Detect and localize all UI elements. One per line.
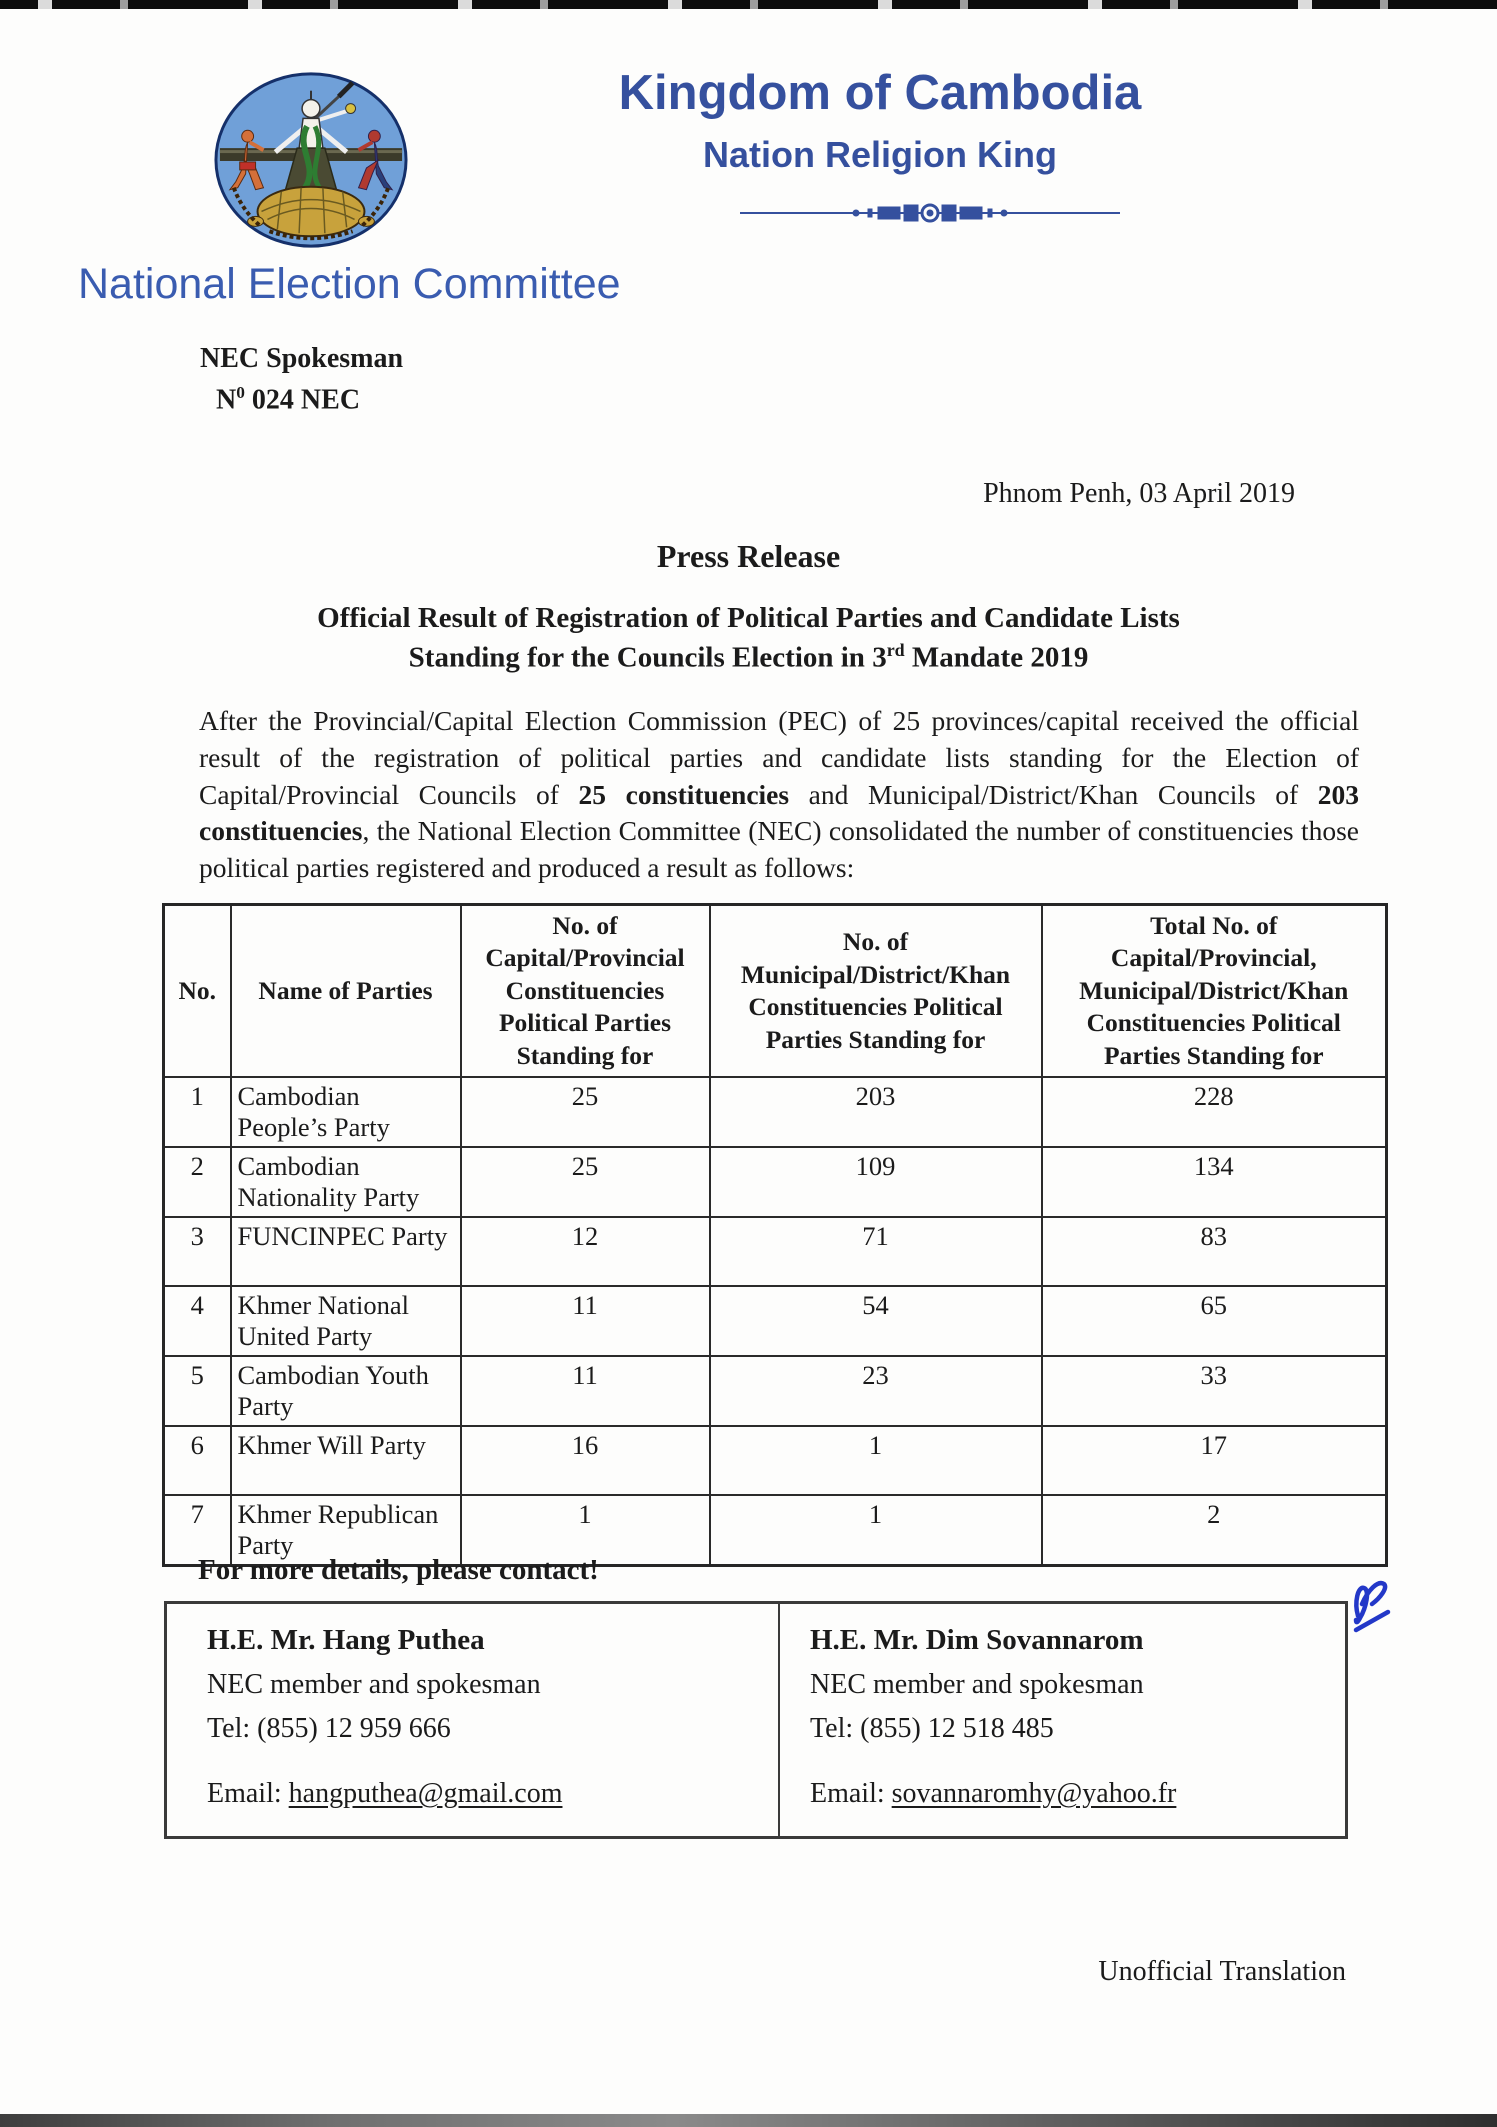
table-row (164, 1286, 1387, 1356)
table-row (164, 1426, 1387, 1495)
contact-box (164, 1601, 1348, 1839)
contact-right (778, 1604, 1345, 1836)
cell-municipal: 1 (710, 1495, 1042, 1566)
bold-25-constituencies: 25 constituencies (578, 778, 790, 810)
contact-name: H.E. Mr. Dim Sovannarom (810, 1624, 1144, 1656)
contact-tel: Tel: (855) 12 959 666 (207, 1713, 451, 1744)
table-row (164, 1147, 1387, 1217)
cell-no: 3 (164, 1217, 231, 1286)
nec-emblem-logo (212, 70, 410, 250)
table-row (164, 1356, 1387, 1426)
contact-email: Email: sovannaromhy@yahoo.fr (810, 1778, 1177, 1809)
cell-total: 134 (1042, 1147, 1387, 1217)
cell-capital: 16 (461, 1426, 710, 1495)
doc-number: $N^0$ 024 NEC (216, 383, 361, 416)
table-row (164, 1077, 1387, 1147)
scanner-bottom-edge (0, 2114, 1497, 2127)
contact-tel: Tel: (855) 12 518 485 (810, 1713, 1054, 1744)
body-paragraph: After the Provincial/Capital Election Commission (PEC) of 25 provinces/capital received the official result of the registration of political parties and candidate lists standing for the Election of Capital/Provincial Councils of 25 constituencies and Municipal/District/Khan Councils of 203 constituencies, the National Election Committee (NEC) consolidated the number of constituencies those political parties registered and produced a result as follows: (199, 705, 1359, 884)
cell-total: 228 (1042, 1077, 1387, 1147)
committee-name: National Election Committee (78, 260, 621, 308)
cell-municipal: 1 (710, 1426, 1042, 1495)
kingdom-title: Kingdom of Cambodia (618, 66, 1142, 120)
spokesman-block (200, 342, 403, 417)
email-link[interactable]: hangputhea@gmail.com (288, 1778, 563, 1809)
contact-role: NEC member and spokesman (810, 1669, 1144, 1700)
cell-total: 17 (1042, 1426, 1387, 1495)
cell-no: 5 (164, 1356, 231, 1426)
cell-municipal: 71 (710, 1217, 1042, 1286)
cell-capital: 25 (461, 1147, 710, 1217)
contact-role: NEC member and spokesman (207, 1669, 541, 1700)
contact-intro: For more details, please contact! (198, 1554, 599, 1586)
cell-no: 6 (164, 1426, 231, 1495)
contact-email: Email: hangputhea@gmail.com (207, 1778, 563, 1809)
results-table (162, 903, 1388, 1567)
cell-total: 65 (1042, 1286, 1387, 1356)
bold-203-constituencies: 203 constituencies (199, 778, 1359, 847)
cell-no: 1 (164, 1077, 231, 1147)
doc-title-line1: Official Result of Registration of Political Parties and Candidate Lists (317, 602, 1180, 634)
scanner-top-specks (0, 0, 1497, 9)
header-total-constituencies: Total No. of Capital/Provincial, Municipal/District/Khan Constituencies Political Parties Standing for (1042, 905, 1387, 1078)
cell-capital: 1 (461, 1495, 710, 1566)
cell-municipal: 203 (710, 1077, 1042, 1147)
cell-party-name: Cambodian People’s Party (231, 1077, 461, 1147)
contact-name: H.E. Mr. Hang Puthea (207, 1624, 485, 1656)
cell-capital: 11 (461, 1286, 710, 1356)
table-header-row (164, 905, 1387, 1078)
contact-left (167, 1604, 778, 1836)
cell-party-name: Khmer National United Party (231, 1286, 461, 1356)
scanner-top-edge (0, 0, 1497, 9)
cell-capital: 11 (461, 1356, 710, 1426)
cell-total: 33 (1042, 1356, 1387, 1426)
doc-title-line2: Standing for the Councils Election in 3rd Mandate 2019 (408, 640, 1089, 674)
cell-municipal: 54 (710, 1286, 1042, 1356)
cell-total: 2 (1042, 1495, 1387, 1566)
motto: Nation Religion King (703, 134, 1057, 175)
cell-municipal: 109 (710, 1147, 1042, 1217)
cell-capital: 12 (461, 1217, 710, 1286)
cell-total: 83 (1042, 1217, 1387, 1286)
cell-no: 2 (164, 1147, 231, 1217)
header-name-of-parties: Name of Parties (231, 905, 461, 1078)
header-no: No. (164, 905, 231, 1078)
cell-party-name: Cambodian Nationality Party (231, 1147, 461, 1217)
dateline: Phnom Penh, 03 April 2019 (983, 478, 1295, 509)
email-link[interactable]: sovannaromhy@yahoo.fr (891, 1778, 1177, 1809)
header-municipal-constituencies: No. of Municipal/District/Khan Constituencies Political Parties Standing for (710, 905, 1042, 1078)
cell-capital: 25 (461, 1077, 710, 1147)
ornament-divider-icon (738, 200, 1122, 226)
press-release-heading: Press Release (656, 538, 841, 574)
cell-party-name: Cambodian Youth Party (231, 1356, 461, 1426)
header-capital-constituencies: No. of Capital/Provincial Constituencies Political Parties Standing for (461, 905, 710, 1078)
cell-party-name: FUNCINPEC Party (231, 1217, 461, 1286)
spokesman-line: NEC Spokesman (200, 343, 404, 374)
footer-note: Unofficial Translation (1098, 1956, 1346, 1987)
cell-municipal: 23 (710, 1356, 1042, 1426)
cell-no: 4 (164, 1286, 231, 1356)
table-row (164, 1217, 1387, 1286)
cell-party-name: Khmer Will Party (231, 1426, 461, 1495)
cell-no: 7 (164, 1495, 231, 1566)
cell-party-name: Khmer Republican Party (231, 1495, 461, 1566)
signature-mark (1348, 1574, 1400, 1646)
